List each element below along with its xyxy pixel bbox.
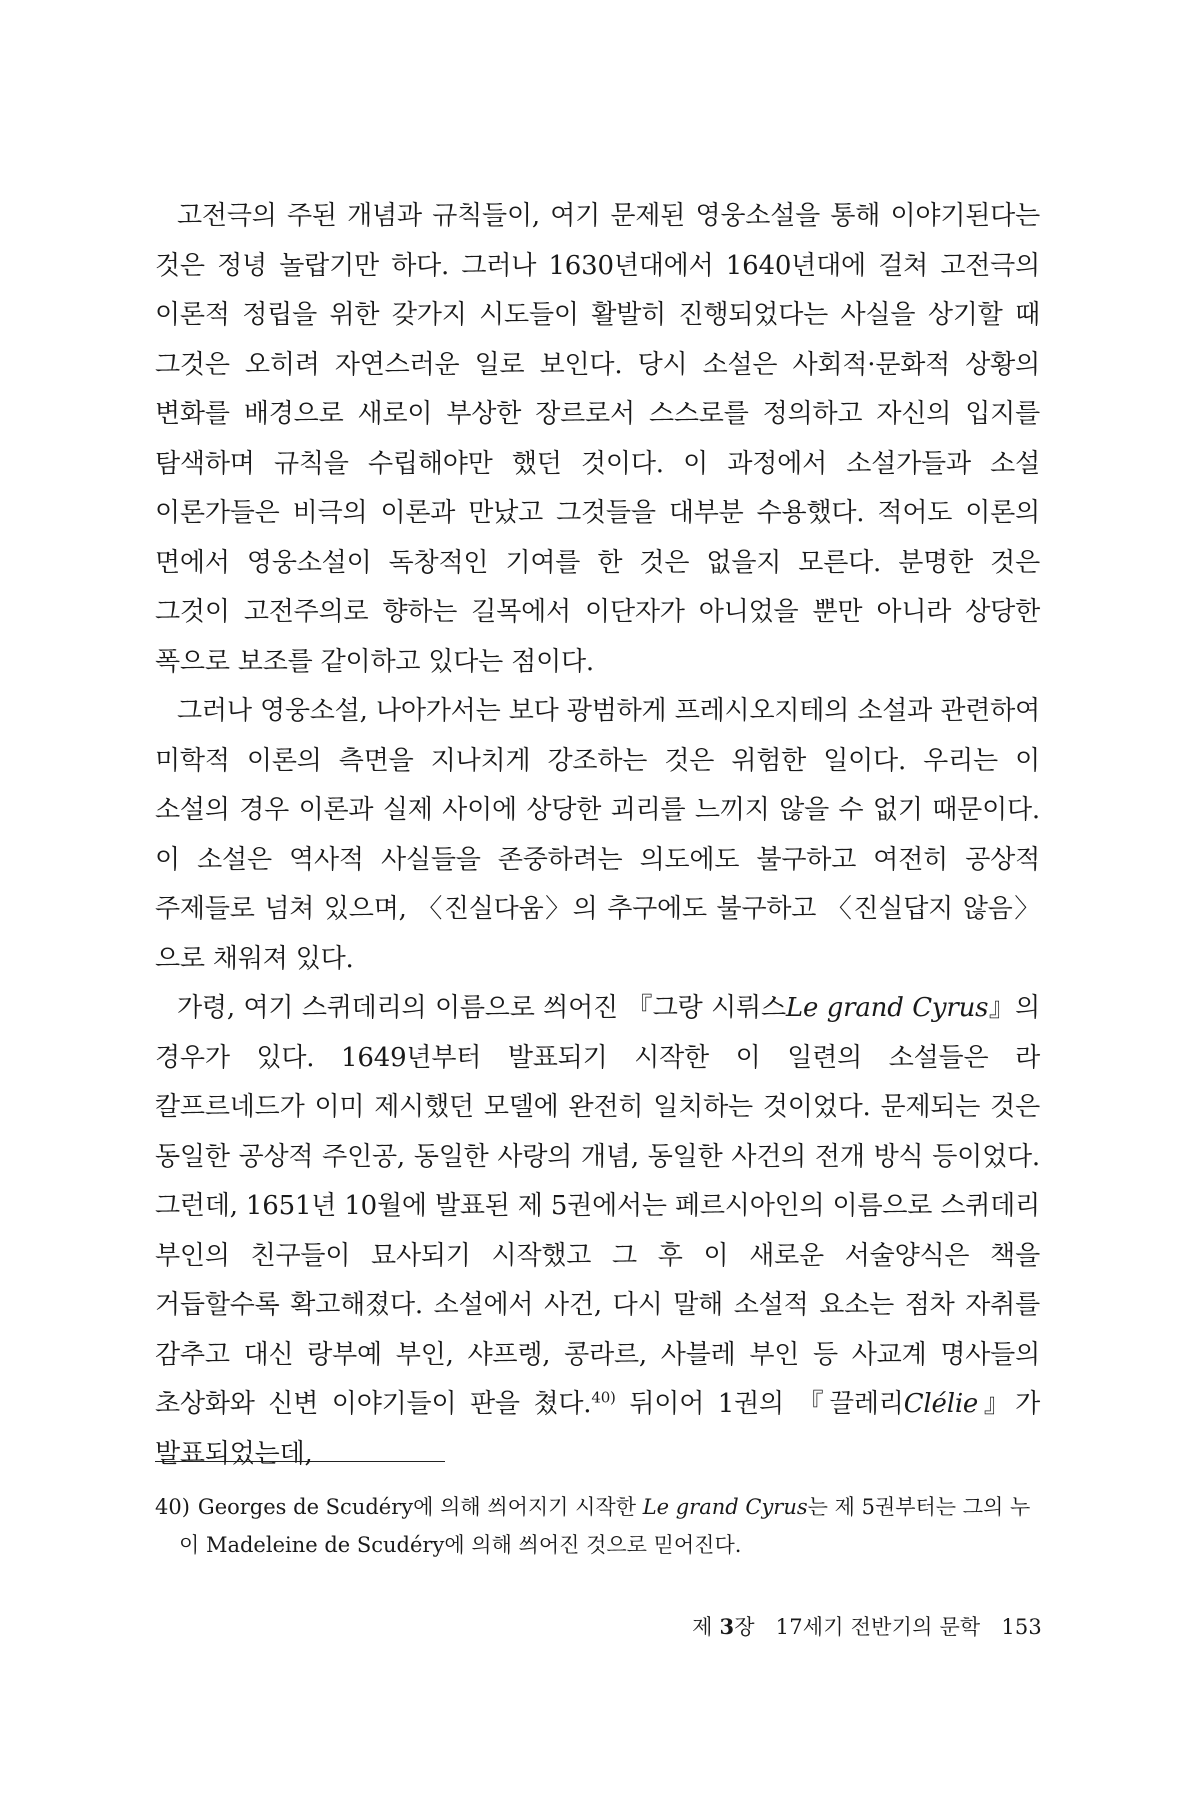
chapter-suffix: 장 <box>734 1615 755 1639</box>
paragraph-3-part-d: 』가 발표되었는데, <box>155 1389 1040 1469</box>
footnote-text-b: 는 제 5권부터는 그의 누이 Madeleine de Scudéry에 의해 씌어진 것으로 믿어진다. <box>179 1495 1031 1557</box>
chapter-title: 17세기 전반기의 문학 <box>775 1615 981 1639</box>
footnote-divider <box>155 1461 445 1462</box>
footnotes <box>155 1488 1040 1564</box>
running-footer <box>692 1611 1042 1641</box>
paragraph-3-part-c: 뒤이어 1권의 『끌레리 <box>615 1389 904 1419</box>
footnote-number: 40) <box>155 1495 190 1519</box>
footnote-40 <box>155 1488 1040 1564</box>
paragraph-3 <box>155 984 1040 1479</box>
chapter-number: 3 <box>719 1614 735 1639</box>
page-number: 153 <box>1001 1615 1042 1639</box>
footnote-text-a: Georges de Scudéry에 의해 씌어지기 시작한 <box>197 1495 643 1519</box>
chapter-prefix: 제 <box>692 1615 720 1639</box>
title-le-grand-cyrus: Le grand Cyrus <box>785 993 989 1023</box>
paragraph-2: 그러나 영웅소설, 나아가서는 보다 광범하게 프레시오지테의 소설과 관련하여 미학적 이론의 측면을 지나치게 강조하는 것은 위험한 일이다. 우리는 이 소설의 경우 이론과 실제 사이에 상당한 괴리를 느끼지 않을 수 없기 때문이다. 이 소설은 역사적 사실들을 존중하려는 의도에도 불구하고 여전히 공상적 주제들로 넘쳐 있으며, 〈진실다움〉의 추구에도 불구하고 〈진실답지 않음〉으로 채워져 있다. <box>155 696 1040 974</box>
footnote-title: Le grand Cyrus <box>642 1495 808 1519</box>
paragraph-1: 고전극의 주된 개념과 규칙들이, 여기 문제된 영웅소설을 통해 이야기된다는 것은 정녕 놀랍기만 하다. 그러나 1630년대에서 1640년대에 걸쳐 고전극의 이론적 정립을 위한 갖가지 시도들이 활발히 진행되었다는 사실을 상기할 때 그것은 오히려 자연스러운 일로 보인다. 당시 소설은 사회적·문화적 상황의 변화를 배경으로 새로이 부상한 장르로서 스스로를 정의하고 자신의 입지를 탐색하며 규칙을 수립해야만 했던 것이다. 이 과정에서 소설가들과 소설 이론가들은 비극의 이론과 만났고 그것들을 대부분 수용했다. 적어도 이론의 면에서 영웅소설이 독창적인 기여를 한 것은 없을지 모른다. 분명한 것은 그것이 고전주의로 향하는 길목에서 이단자가 아니었을 뿐만 아니라 상당한 폭으로 보조를 같이하고 있다는 점이다. <box>155 201 1040 677</box>
paragraph-3-part-b: 』의 경우가 있다. 1649년부터 발표되기 시작한 이 일련의 소설들은 라 칼프르네드가 이미 제시했던 모델에 완전히 일치하는 것이었다. 문제되는 것은 동일한 공상적 주인공, 동일한 사랑의 개념, 동일한 사건의 전개 방식 등이었다. 그런데, 1651년 10월에 발표된 제 5권에서는 페르시아인의 이름으로 스퀴데리 부인의 친구들이 묘사되기 시작했고 그 후 이 새로운 서술양식은 책을 거듭할수록 확고해졌다. 소설에서 사건, 다시 말해 소설적 요소는 점차 자취를 감추고 대신 랑부예 부인, 샤프렝, 콩라르, 사블레 부인 등 사교계 명사들의 초상화와 신변 이야기들이 판을 쳤다. <box>155 993 1040 1419</box>
paragraph-3-part-a: 가령, 여기 스퀴데리의 이름으로 씌어진 『그랑 시뤼스 <box>177 993 786 1023</box>
main-text <box>155 192 1040 1479</box>
footnote-reference: 40) <box>591 1388 616 1407</box>
chapter-label <box>692 1615 755 1639</box>
title-clelie: Clélie <box>903 1389 979 1419</box>
